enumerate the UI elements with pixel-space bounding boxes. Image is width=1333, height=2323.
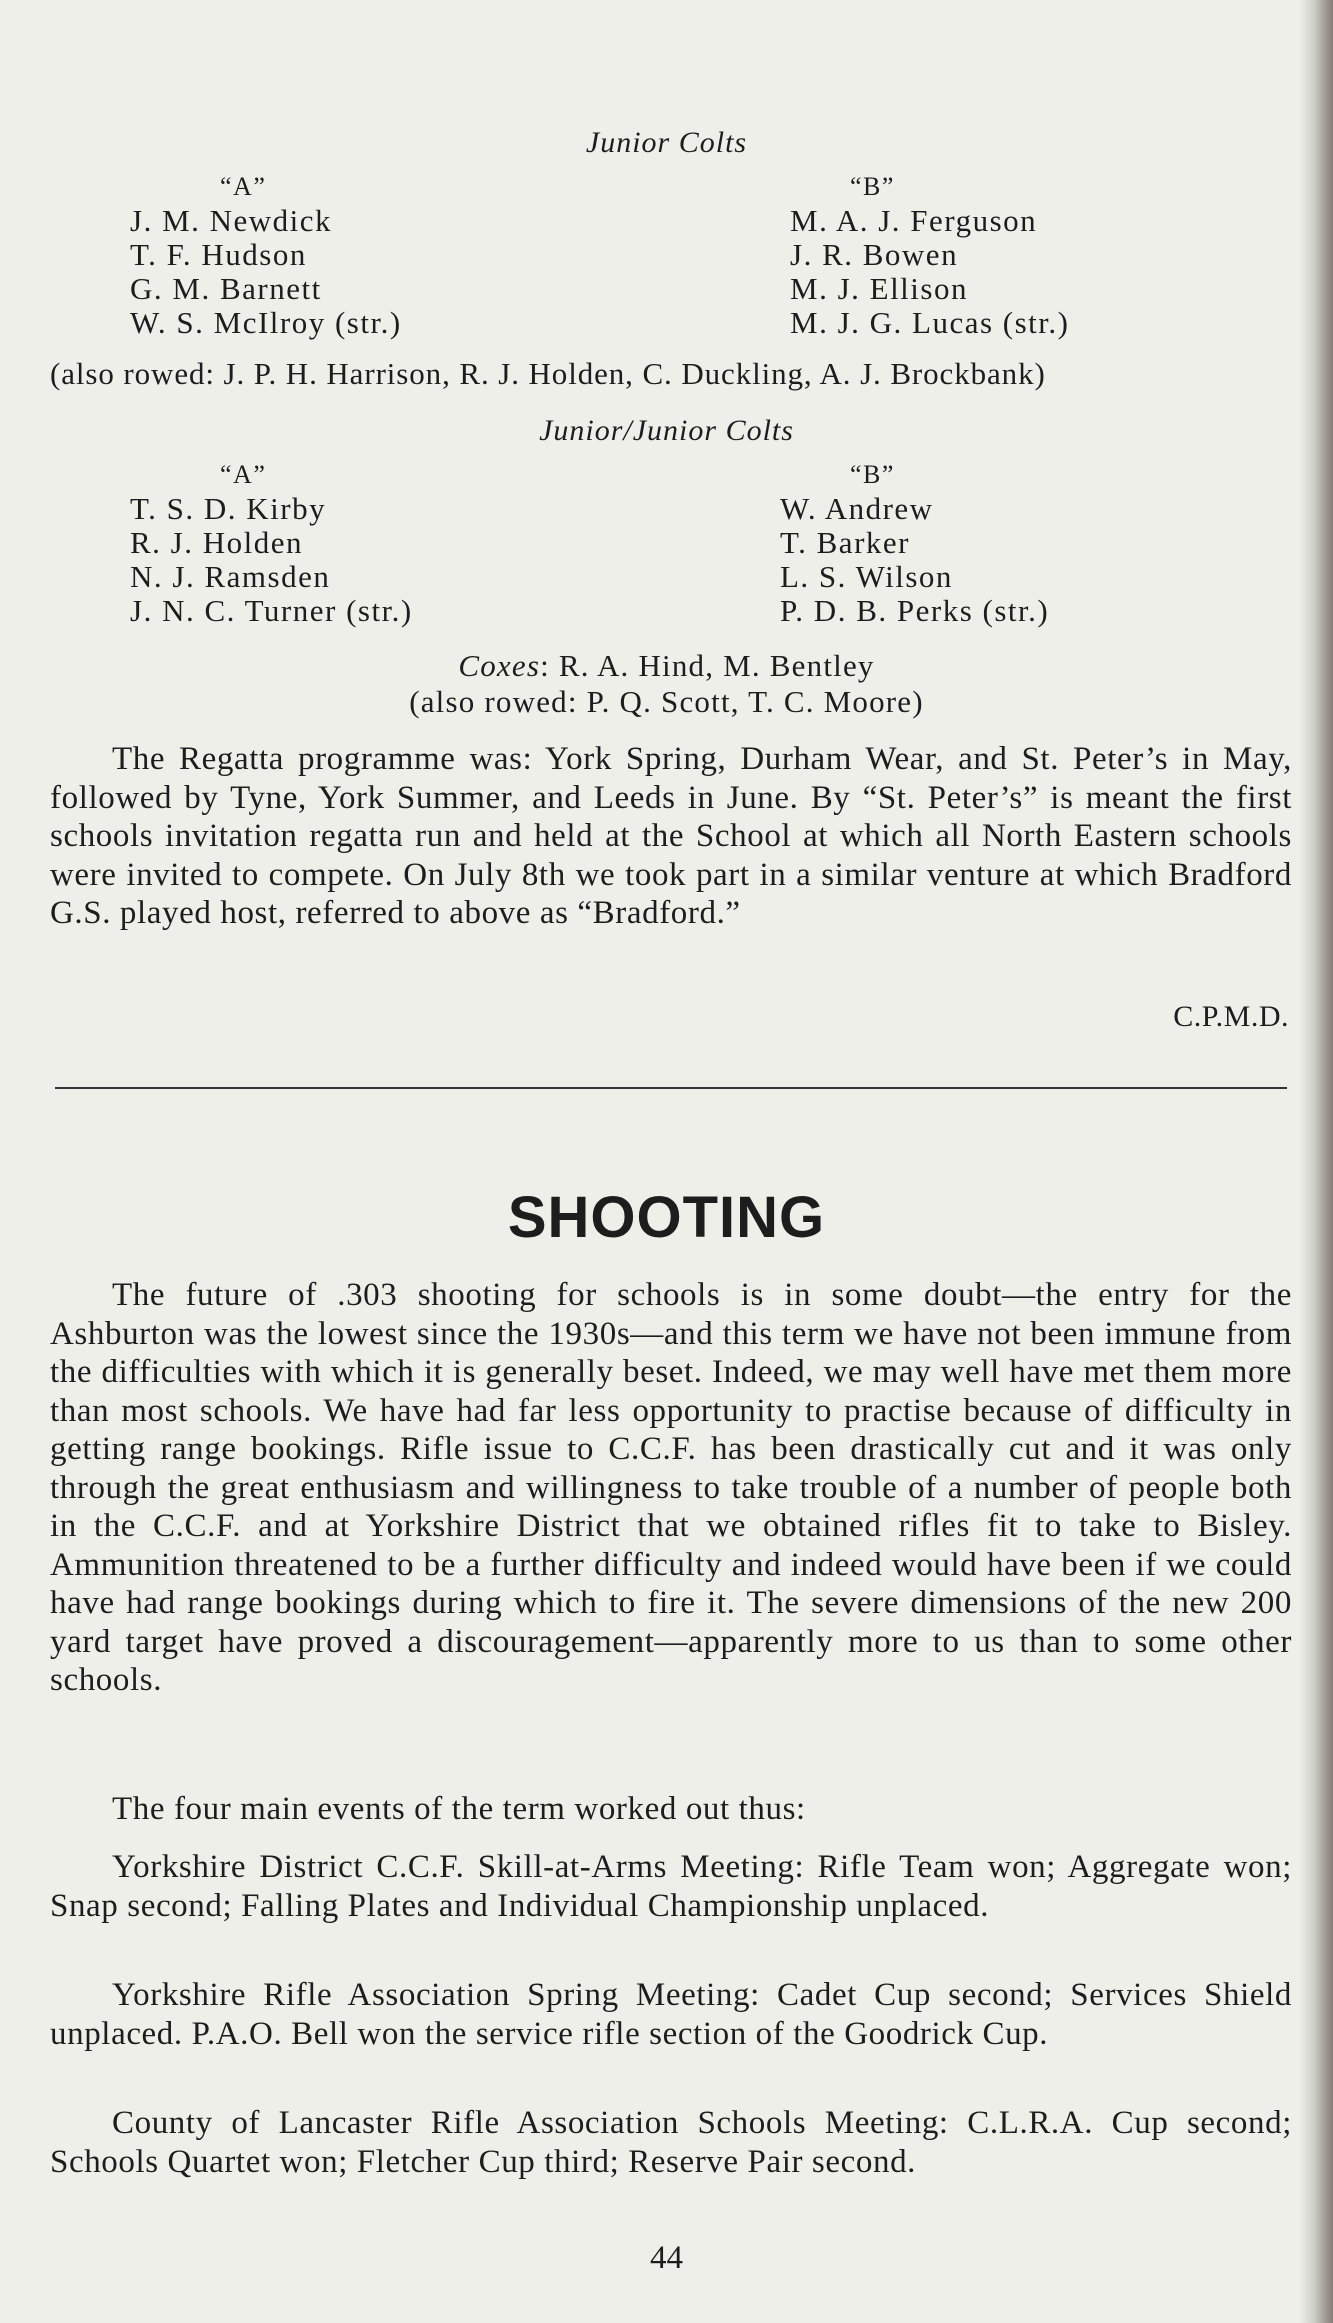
junior-colts-also-rowed: (also rowed: J. P. H. Harrison, R. J. Holden, C. Duckling, A. J. Brockbank) <box>50 356 1046 391</box>
crew-member: T. Barker <box>780 525 910 560</box>
crew-member: W. S. McIlroy (str.) <box>130 305 402 340</box>
junior-colts-heading: Junior Colts <box>585 126 748 159</box>
rowing-signature: C.P.M.D. <box>1173 1000 1289 1033</box>
crew-member: J. N. C. Turner (str.) <box>130 593 413 628</box>
crew-a-label: “A” <box>220 460 267 489</box>
junior-colts-crew-b <box>790 170 1069 340</box>
crew-member: J. R. Bowen <box>790 237 959 272</box>
crew-member: G. M. Barnett <box>130 271 322 306</box>
shooting-paragraph: Yorkshire District C.C.F. Skill-at-Arms Meeting: Rifle Team won; Aggregate won; Snap second; Falling Plates and Individual Championship unplaced. <box>50 1849 1292 1924</box>
crew-member: T. F. Hudson <box>130 237 307 272</box>
crew-member: M. J. Ellison <box>790 271 968 306</box>
crew-member: M. A. J. Ferguson <box>790 203 1038 238</box>
junior-junior-colts-heading: Junior/Junior Colts <box>539 414 794 447</box>
coxes-names: : R. A. Hind, M. Bentley <box>540 648 875 683</box>
junior-junior-colts-crew-a <box>130 458 413 628</box>
coxes-line <box>0 648 1333 684</box>
crew-member: R. J. Holden <box>130 525 303 560</box>
crew-member: L. S. Wilson <box>780 559 953 594</box>
crew-a-label: “A” <box>220 172 267 201</box>
page-edge-shadow <box>1299 0 1333 2323</box>
shooting-paragraph: The four main events of the term worked out thus: <box>112 1791 806 1827</box>
crew-b-label: “B” <box>850 172 895 201</box>
junior-junior-colts-crew-b <box>780 458 1049 628</box>
shooting-paragraph: The future of .303 shooting for schools is in some doubt—the entry for the Ashburton was the lowest since the 1930s—and this term we have not been immune from the difficulties with which it is generally beset. Indeed, we may well have met them more than most schools. We have had far less opportunity to practise because of difficulty in getting range bookings. Rifle issue to C.C.F. has been drastically cut and it was only through the great enthusiasm and willingness to take trouble of a number of people both in the C.C.F. and at Yorkshire District that we obtained rifles fit to take to Bisley. Ammunition threatened to be a further difficulty and indeed would have been if we could have had range bookings during which to fire it. The severe dimensions of the new 200 yard target have proved a discouragement—apparently more to us than to some other schools. <box>50 1277 1292 1698</box>
shooting-paragraph: County of Lancaster Rifle Association Schools Meeting: C.L.R.A. Cup second; Schools Quartet won; Fletcher Cup third; Reserve Pair second. <box>50 2105 1292 2180</box>
junior-colts-crew-a <box>130 170 402 340</box>
section-divider <box>55 1087 1287 1089</box>
crew-member: P. D. B. Perks (str.) <box>780 593 1050 628</box>
crew-member: W. Andrew <box>780 491 934 526</box>
crew-member: T. S. D. Kirby <box>130 491 327 526</box>
junior-junior-colts-also-rowed: (also rowed: P. Q. Scott, T. C. Moore) <box>409 684 924 719</box>
regatta-paragraph: The Regatta programme was: York Spring, Durham Wear, and St. Peter’s in May, followed by Tyne, York Summer, and Leeds in June. By “St. Peter’s” is meant the first schools invitation regatta run and held at the School at which all North Eastern schools were invited to compete. On July 8th we took part in a similar venture at which Bradford G.S. played host, referred to above as “Bradford.” <box>50 741 1292 931</box>
page-number: 44 <box>650 2240 683 2276</box>
crew-b-label: “B” <box>850 460 895 489</box>
shooting-heading: SHOOTING <box>507 1185 826 1250</box>
crew-member: M. J. G. Lucas (str.) <box>790 305 1070 340</box>
crew-member: N. J. Ramsden <box>130 559 331 594</box>
coxes-label: Coxes <box>458 648 541 683</box>
shooting-paragraph: Yorkshire Rifle Association Spring Meeting: Cadet Cup second; Services Shield unplaced. P.A.O. Bell won the service rifle section of the Goodrick Cup. <box>50 1977 1292 2052</box>
crew-member: J. M. Newdick <box>130 203 333 238</box>
